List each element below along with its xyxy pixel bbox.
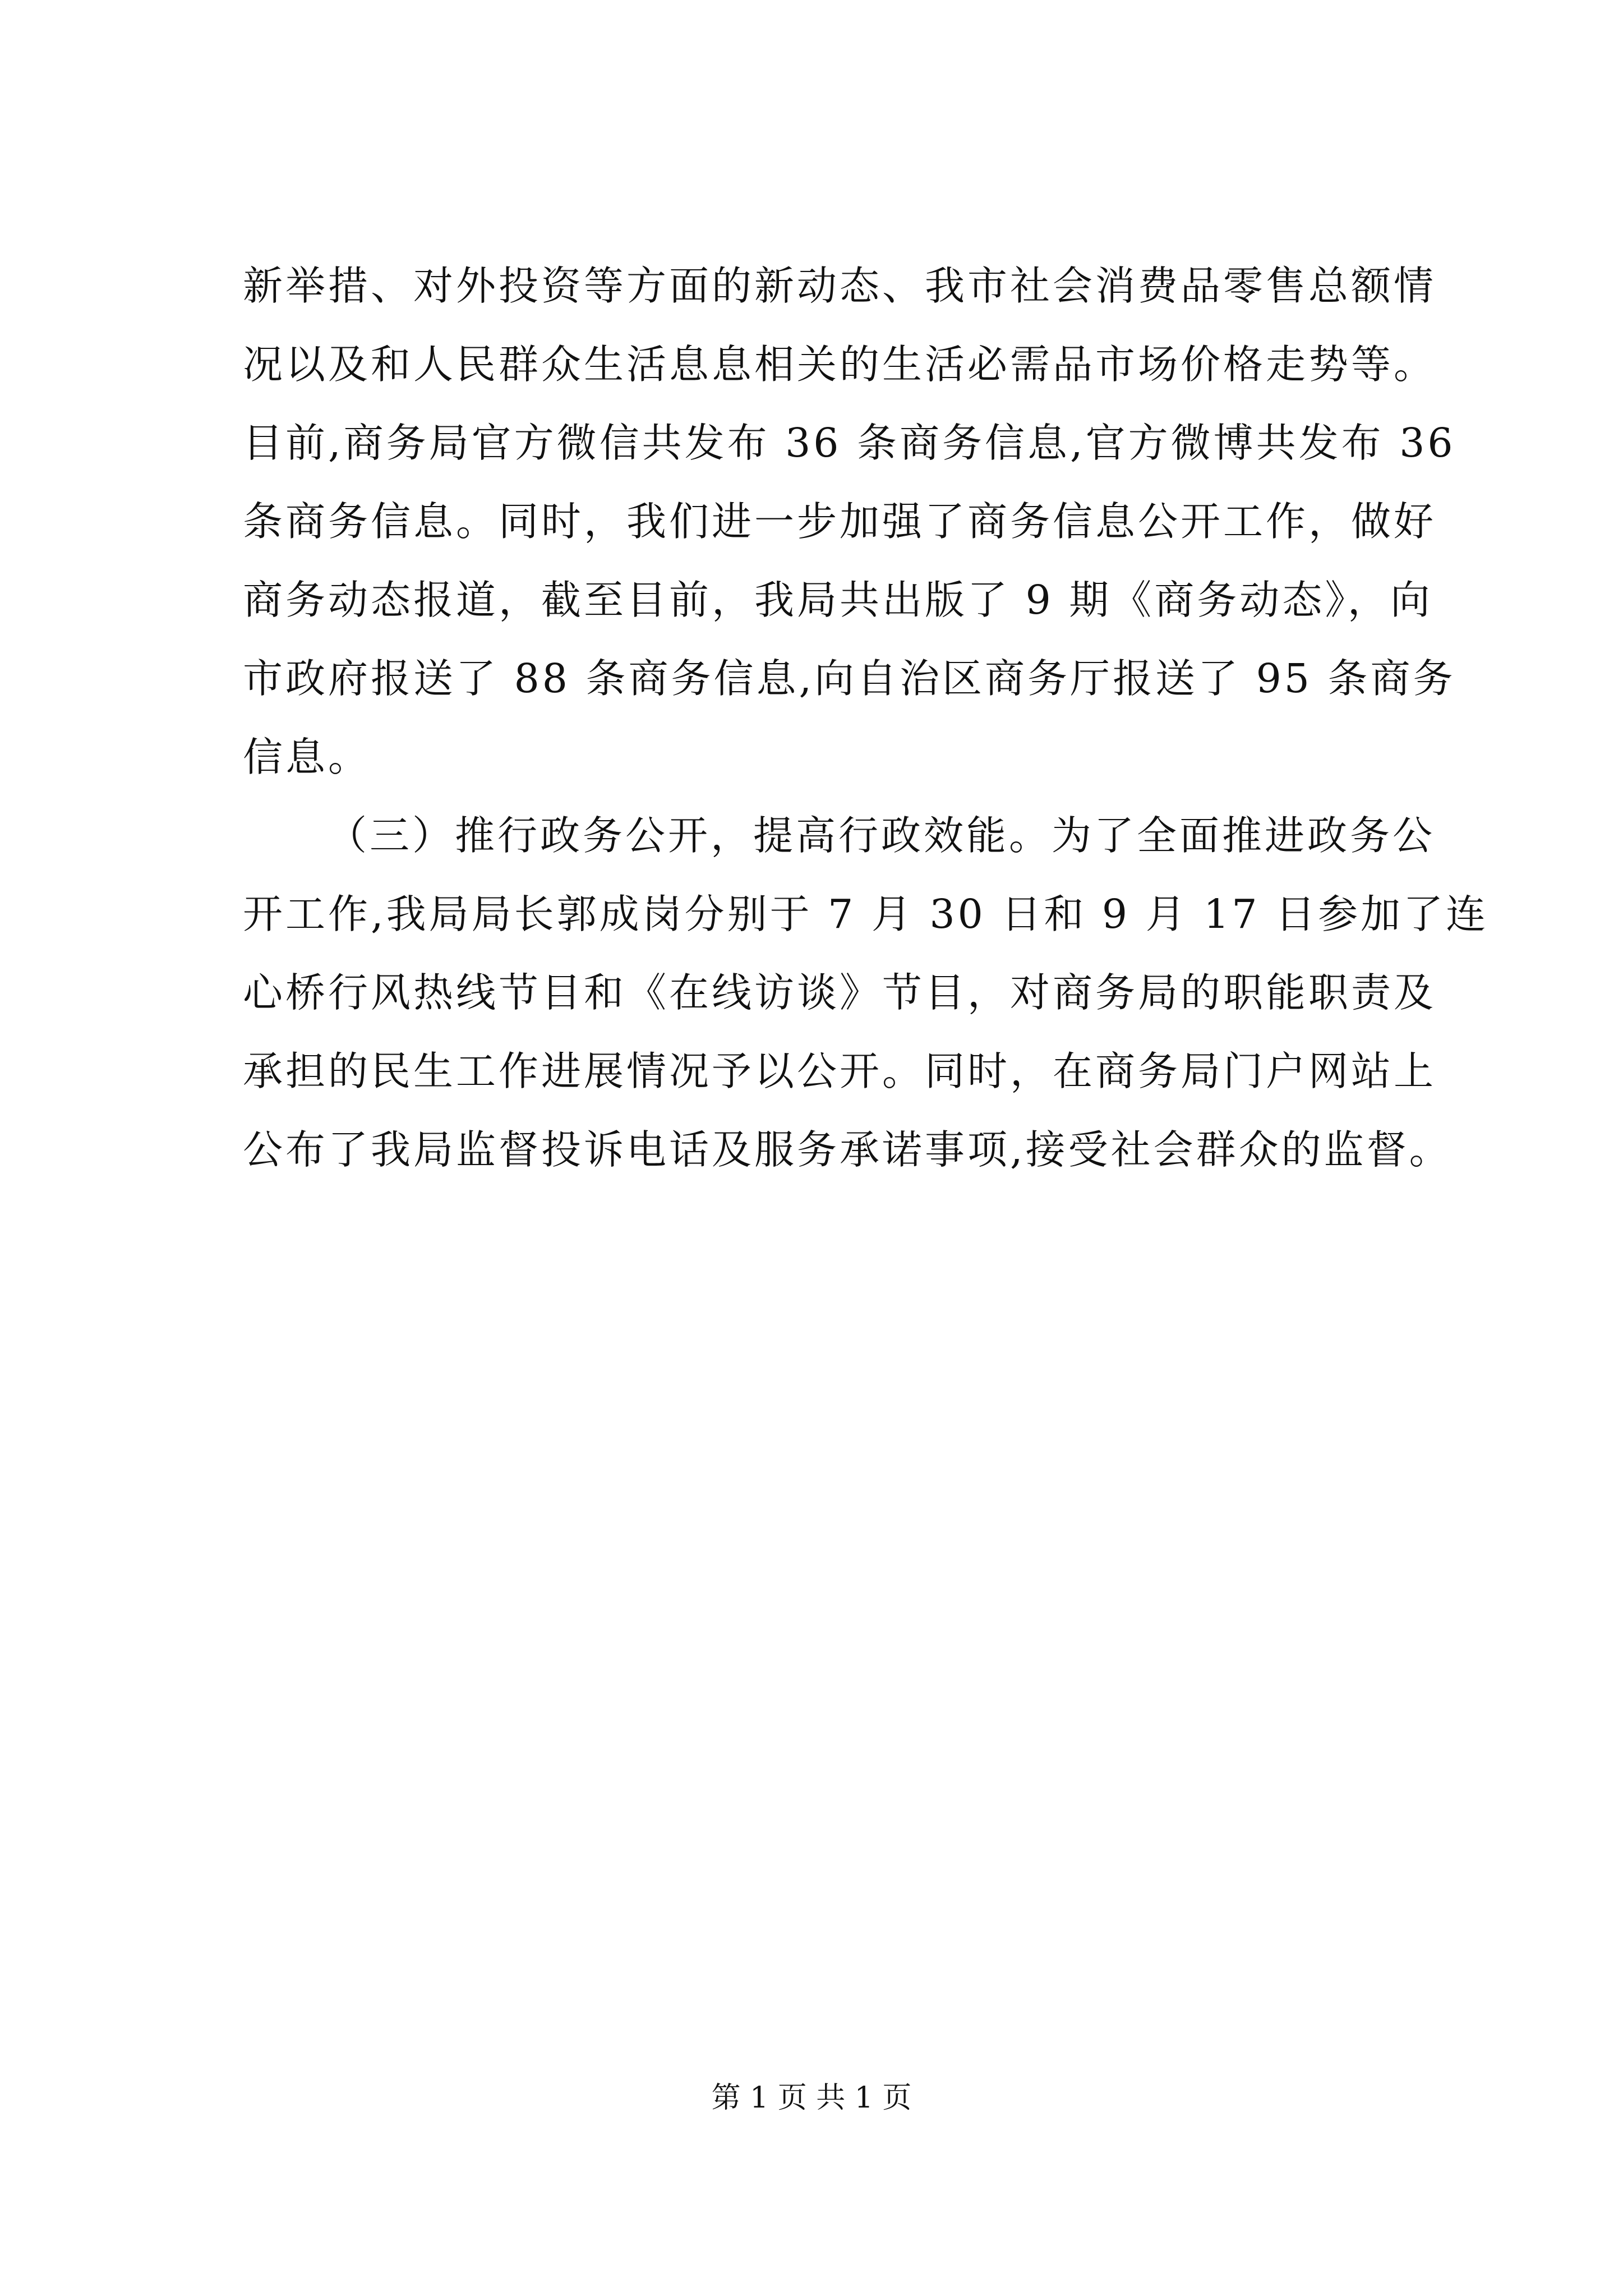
text-line: （三）推行政务公开，提高行政效能。为了全面推进政务公 xyxy=(327,812,1436,859)
text-line: 商务动态报道，截至目前，我局共出版了 9 期《商务动态》，向 xyxy=(243,577,1433,623)
document-body xyxy=(243,247,1489,1189)
page-footer xyxy=(0,2076,1623,2120)
text-line: 市政府报送了 88 条商务信息,向自治区商务厅报送了 95 条商务 xyxy=(243,655,1456,702)
text-line: 条商务信息。同时，我们进一步加强了商务信息公开工作，做好 xyxy=(243,498,1437,545)
text-line: 信息。 xyxy=(243,734,371,780)
text-line: 目前,商务局官方微信共发布 36 条商务信息,官方微博共发布 36 xyxy=(243,420,1456,466)
text-line: 开工作,我局局长郭成岗分别于 7 月 30 日和 9 月 17 日参加了连 xyxy=(243,891,1489,937)
page-number-label: 第 1 页 共 1 页 xyxy=(711,2081,912,2115)
paragraph-government-affairs xyxy=(243,797,1489,1189)
text-line: 心桥行风热线节目和《在线访谈》节目，对商务局的职能职责及 xyxy=(243,969,1437,1016)
text-line: 况以及和人民群众生活息息相关的生活必需品市场价格走势等。 xyxy=(243,341,1437,388)
text-line: 承担的民生工作进展情况予以公开。同时，在商务局门户网站上 xyxy=(243,1048,1437,1094)
text-line: 新举措、对外投资等方面的新动态、我市社会消费品零售总额情 xyxy=(243,263,1437,309)
text-line: 公布了我局监督投诉电话及服务承诺事项,接受社会群众的监督。 xyxy=(243,1126,1452,1173)
paragraph-commerce-info xyxy=(243,247,1456,797)
